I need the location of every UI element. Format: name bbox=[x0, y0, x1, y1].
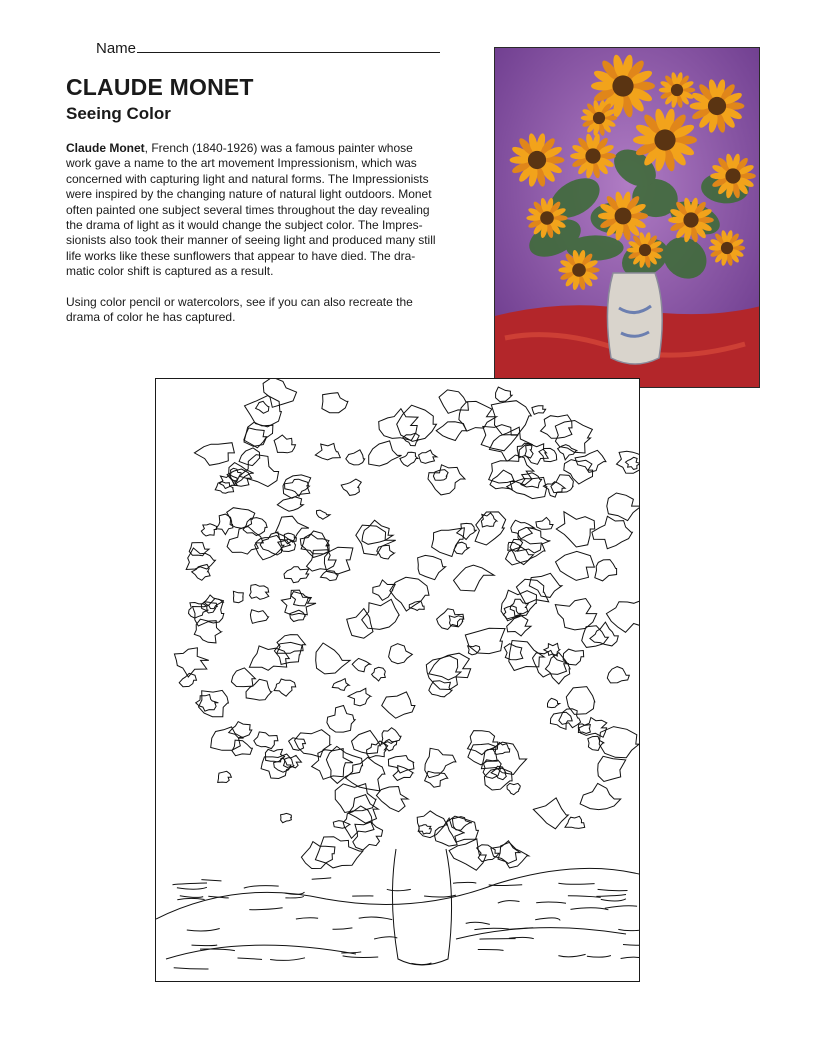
page-subtitle: Seeing Color bbox=[66, 104, 171, 123]
intro-line: the drama of light as it would change the subject color. The Impres- bbox=[66, 218, 423, 233]
instruction-line: drama of color he has captured. bbox=[66, 310, 236, 325]
intro-paragraph bbox=[66, 141, 466, 325]
intro-line: life works like these sunflowers that appear to have died. The dra- bbox=[66, 248, 416, 263]
coloring-outline-drawing[interactable] bbox=[155, 378, 640, 982]
instruction-line: Using color pencil or watercolors, see if you can also recreate the bbox=[66, 294, 413, 309]
page-title: CLAUDE MONET bbox=[66, 74, 254, 100]
sunflowers-painting bbox=[494, 47, 760, 388]
artist-name: Claude Monet bbox=[66, 141, 145, 155]
intro-line: concerned with capturing light and natural forms. The Impressionists bbox=[66, 171, 429, 186]
name-field[interactable] bbox=[96, 38, 440, 57]
intro-line: were inspired by the changing nature of natural light outdoors. Monet bbox=[66, 187, 432, 202]
name-label: Name bbox=[96, 40, 137, 57]
intro-line: often painted one subject several times throughout the day revealing bbox=[66, 202, 430, 217]
intro-line: sionists also took their manner of seeing light and produced many still bbox=[66, 233, 436, 248]
intro-line: matic color shift is captured as a result. bbox=[66, 264, 274, 279]
intro-line: Claude Monet, French (1840-1926) was a famous painter whose bbox=[66, 141, 413, 155]
name-underline[interactable] bbox=[137, 38, 440, 53]
intro-line: work gave a name to the art movement Impressionism, which was bbox=[66, 156, 417, 171]
